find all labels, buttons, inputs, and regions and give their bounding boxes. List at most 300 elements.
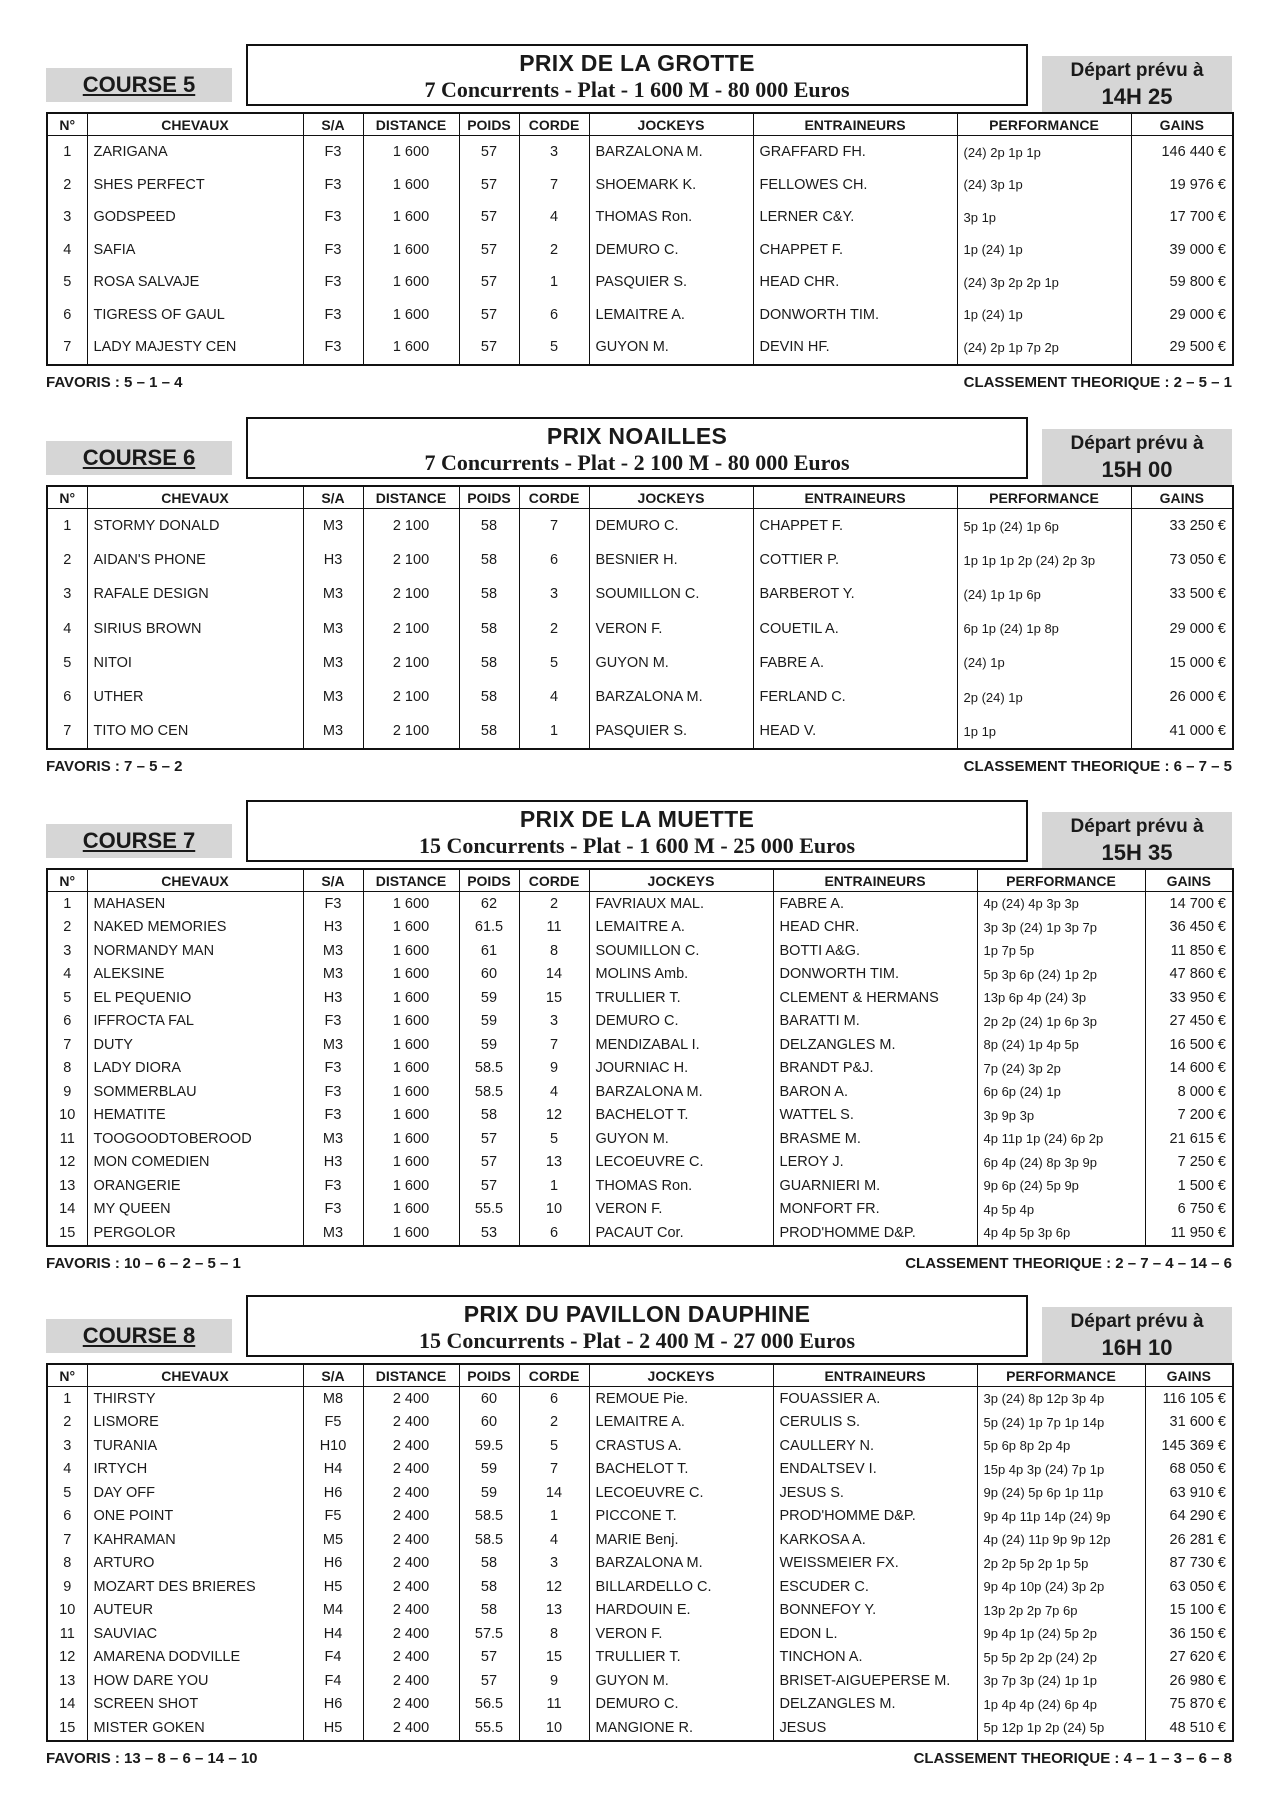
runner-number: 1 xyxy=(47,136,87,169)
weight: 58.5 xyxy=(459,1528,519,1552)
horse-name: LADY DIORA xyxy=(87,1057,303,1081)
trainer: WATTEL S. xyxy=(773,1104,977,1128)
runner-number: 2 xyxy=(47,916,87,940)
performance: 6p 1p (24) 1p 8p xyxy=(957,612,1131,646)
course-label: COURSE 8 xyxy=(46,1319,232,1353)
table-row xyxy=(47,1010,1233,1034)
draw: 5 xyxy=(519,646,589,680)
table-row xyxy=(47,1057,1233,1081)
horse-name: MY QUEEN xyxy=(87,1198,303,1222)
departure-label: Départ prévu à xyxy=(1070,60,1204,81)
course-5-section xyxy=(46,44,1232,398)
jockey: HARDOUIN E. xyxy=(589,1599,773,1623)
horse-name: LADY MAJESTY CEN xyxy=(87,331,303,365)
distance: 2 400 xyxy=(363,1646,459,1670)
sex-age: M8 xyxy=(303,1387,363,1411)
trainer: JESUS xyxy=(773,1716,977,1741)
runner-number: 3 xyxy=(47,939,87,963)
runners-table xyxy=(46,485,1234,750)
horse-name: TITO MO CEN xyxy=(87,714,303,749)
jockey: VERON F. xyxy=(589,612,753,646)
draw: 4 xyxy=(519,1528,589,1552)
performance: 13p 2p 2p 7p 6p xyxy=(977,1599,1145,1623)
earnings: 146 440 € xyxy=(1131,136,1233,169)
col-header: POIDS xyxy=(459,869,519,892)
weight: 60 xyxy=(459,1411,519,1435)
draw: 4 xyxy=(519,201,589,234)
table-header-row xyxy=(47,1364,1233,1387)
col-header: GAINS xyxy=(1145,1364,1233,1387)
weight: 59 xyxy=(459,1481,519,1505)
col-header: JOCKEYS xyxy=(589,113,753,136)
draw: 6 xyxy=(519,299,589,332)
col-header: N° xyxy=(47,869,87,892)
weight: 58.5 xyxy=(459,1080,519,1104)
table-header-row xyxy=(47,486,1233,509)
trainer: FELLOWES CH. xyxy=(753,169,957,202)
performance: 5p 6p 8p 2p 4p xyxy=(977,1434,1145,1458)
earnings: 87 730 € xyxy=(1145,1552,1233,1576)
table-row xyxy=(47,169,1233,202)
table-row xyxy=(47,266,1233,299)
trainer: LEROY J. xyxy=(773,1151,977,1175)
weight: 59 xyxy=(459,1458,519,1482)
draw: 3 xyxy=(519,136,589,169)
jockey: JOURNIAC H. xyxy=(589,1057,773,1081)
distance: 1 600 xyxy=(363,234,459,267)
runner-number: 13 xyxy=(47,1669,87,1693)
jockey: MANGIONE R. xyxy=(589,1716,773,1741)
performance: 2p 2p 5p 2p 1p 5p xyxy=(977,1552,1145,1576)
weight: 57 xyxy=(459,299,519,332)
draw: 11 xyxy=(519,916,589,940)
col-header: DISTANCE xyxy=(363,869,459,892)
earnings: 16 500 € xyxy=(1145,1033,1233,1057)
jockey: THOMAS Ron. xyxy=(589,1174,773,1198)
performance: 6p 6p (24) 1p xyxy=(977,1080,1145,1104)
weight: 57 xyxy=(459,234,519,267)
col-header: PERFORMANCE xyxy=(957,113,1131,136)
table-row xyxy=(47,1174,1233,1198)
table-header-row xyxy=(47,869,1233,892)
earnings: 14 700 € xyxy=(1145,892,1233,916)
horse-name: MISTER GOKEN xyxy=(87,1716,303,1741)
runner-number: 1 xyxy=(47,1387,87,1411)
table-row xyxy=(47,963,1233,987)
draw: 3 xyxy=(519,577,589,611)
distance: 2 400 xyxy=(363,1716,459,1741)
col-header: CHEVAUX xyxy=(87,113,303,136)
jockey: PASQUIER S. xyxy=(589,714,753,749)
weight: 57 xyxy=(459,201,519,234)
jockey: DEMURO C. xyxy=(589,509,753,544)
race-name: PRIX DE LA GROTTE xyxy=(519,50,755,76)
weight: 58 xyxy=(459,543,519,577)
draw: 5 xyxy=(519,1434,589,1458)
distance: 1 600 xyxy=(363,299,459,332)
distance: 1 600 xyxy=(363,1057,459,1081)
distance: 1 600 xyxy=(363,939,459,963)
jockey: DEMURO C. xyxy=(589,1693,773,1717)
performance: 5p 1p (24) 1p 6p xyxy=(957,509,1131,544)
trainer: BRASME M. xyxy=(773,1127,977,1151)
weight: 61.5 xyxy=(459,916,519,940)
runner-number: 6 xyxy=(47,1010,87,1034)
performance: (24) 1p xyxy=(957,646,1131,680)
performance: 1p 1p xyxy=(957,714,1131,749)
distance: 2 100 xyxy=(363,509,459,544)
trainer: KARKOSA A. xyxy=(773,1528,977,1552)
col-header: CORDE xyxy=(519,486,589,509)
horse-name: RAFALE DESIGN xyxy=(87,577,303,611)
col-header: ENTRAINEURS xyxy=(773,1364,977,1387)
table-row xyxy=(47,1481,1233,1505)
distance: 1 600 xyxy=(363,136,459,169)
sex-age: F3 xyxy=(303,1010,363,1034)
sex-age: H10 xyxy=(303,1434,363,1458)
draw: 2 xyxy=(519,234,589,267)
col-header: DISTANCE xyxy=(363,486,459,509)
col-header: N° xyxy=(47,486,87,509)
sex-age: F3 xyxy=(303,136,363,169)
horse-name: SAFIA xyxy=(87,234,303,267)
sex-age: F3 xyxy=(303,169,363,202)
col-header: GAINS xyxy=(1131,113,1233,136)
table-row xyxy=(47,892,1233,916)
col-header: PERFORMANCE xyxy=(977,1364,1145,1387)
classement-theorique: CLASSEMENT THEORIQUE : 2 – 7 – 4 – 14 – 6 xyxy=(905,1254,1232,1272)
race-title-box xyxy=(246,800,1028,862)
runners-table xyxy=(46,112,1234,366)
performance: 4p 11p 1p (24) 6p 2p xyxy=(977,1127,1145,1151)
weight: 58 xyxy=(459,612,519,646)
table-row xyxy=(47,1646,1233,1670)
performance: 3p 9p 3p xyxy=(977,1104,1145,1128)
race-subtitle: 7 Concurrents - Plat - 2 100 M - 80 000 Euros xyxy=(424,450,850,475)
draw: 2 xyxy=(519,1411,589,1435)
sex-age: H3 xyxy=(303,916,363,940)
performance: 9p 4p 10p (24) 3p 2p xyxy=(977,1575,1145,1599)
trainer: HEAD CHR. xyxy=(753,266,957,299)
runner-number: 9 xyxy=(47,1080,87,1104)
earnings: 29 000 € xyxy=(1131,612,1233,646)
horse-name: NAKED MEMORIES xyxy=(87,916,303,940)
horse-name: MOZART DES BRIERES xyxy=(87,1575,303,1599)
weight: 58 xyxy=(459,1575,519,1599)
jockey: DEMURO C. xyxy=(589,1010,773,1034)
course-7-section xyxy=(46,800,1232,1279)
table-row xyxy=(47,1552,1233,1576)
performance: (24) 2p 1p 1p xyxy=(957,136,1131,169)
sex-age: M3 xyxy=(303,1127,363,1151)
draw: 10 xyxy=(519,1716,589,1741)
runner-number: 6 xyxy=(47,1505,87,1529)
runner-number: 5 xyxy=(47,266,87,299)
draw: 1 xyxy=(519,714,589,749)
trainer: BRANDT P&J. xyxy=(773,1057,977,1081)
col-header: CORDE xyxy=(519,869,589,892)
trainer: DONWORTH TIM. xyxy=(773,963,977,987)
trainer: WEISSMEIER FX. xyxy=(773,1552,977,1576)
jockey: LEMAITRE A. xyxy=(589,299,753,332)
performance: 3p 7p 3p (24) 1p 1p xyxy=(977,1669,1145,1693)
earnings: 11 950 € xyxy=(1145,1221,1233,1246)
col-header: PERFORMANCE xyxy=(957,486,1131,509)
course-6-section xyxy=(46,417,1232,782)
jockey: GUYON M. xyxy=(589,331,753,365)
race-subtitle: 15 Concurrents - Plat - 2 400 M - 27 000 Euros xyxy=(418,1328,856,1353)
table-row xyxy=(47,1575,1233,1599)
horse-name: ZARIGANA xyxy=(87,136,303,169)
draw: 8 xyxy=(519,1622,589,1646)
draw: 5 xyxy=(519,331,589,365)
runner-number: 11 xyxy=(47,1127,87,1151)
performance: 2p (24) 1p xyxy=(957,680,1131,714)
table-row xyxy=(47,680,1233,714)
classement-theorique: CLASSEMENT THEORIQUE : 2 – 5 – 1 xyxy=(963,373,1232,391)
sex-age: M3 xyxy=(303,939,363,963)
col-header: S/A xyxy=(303,1364,363,1387)
table-row xyxy=(47,1693,1233,1717)
trainer: HEAD CHR. xyxy=(773,916,977,940)
trainer: CERULIS S. xyxy=(773,1411,977,1435)
table-row xyxy=(47,1716,1233,1741)
performance: 3p 1p xyxy=(957,201,1131,234)
draw: 4 xyxy=(519,1080,589,1104)
runner-number: 4 xyxy=(47,234,87,267)
distance: 1 600 xyxy=(363,201,459,234)
runner-number: 3 xyxy=(47,577,87,611)
sex-age: H5 xyxy=(303,1575,363,1599)
earnings: 19 976 € xyxy=(1131,169,1233,202)
sex-age: F3 xyxy=(303,1198,363,1222)
distance: 2 400 xyxy=(363,1669,459,1693)
trainer: FERLAND C. xyxy=(753,680,957,714)
sex-age: F3 xyxy=(303,892,363,916)
earnings: 26 000 € xyxy=(1131,680,1233,714)
sex-age: H3 xyxy=(303,986,363,1010)
col-header: JOCKEYS xyxy=(589,869,773,892)
favoris: FAVORIS : 5 – 1 – 4 xyxy=(46,373,183,391)
horse-name: EL PEQUENIO xyxy=(87,986,303,1010)
table-row xyxy=(47,543,1233,577)
table-row xyxy=(47,612,1233,646)
horse-name: AUTEUR xyxy=(87,1599,303,1623)
earnings: 17 700 € xyxy=(1131,201,1233,234)
performance: 1p (24) 1p xyxy=(957,299,1131,332)
col-header: DISTANCE xyxy=(363,113,459,136)
sex-age: M3 xyxy=(303,680,363,714)
performance: 9p 6p (24) 5p 9p xyxy=(977,1174,1145,1198)
trainer: CAULLERY N. xyxy=(773,1434,977,1458)
draw: 8 xyxy=(519,939,589,963)
jockey: TRULLIER T. xyxy=(589,1646,773,1670)
distance: 1 600 xyxy=(363,916,459,940)
distance: 2 400 xyxy=(363,1505,459,1529)
performance: 1p 7p 5p xyxy=(977,939,1145,963)
earnings: 48 510 € xyxy=(1145,1716,1233,1741)
jockey: PASQUIER S. xyxy=(589,266,753,299)
jockey: LEMAITRE A. xyxy=(589,1411,773,1435)
col-header: JOCKEYS xyxy=(589,486,753,509)
jockey: THOMAS Ron. xyxy=(589,201,753,234)
trainer: FABRE A. xyxy=(753,646,957,680)
trainer: GRAFFARD FH. xyxy=(753,136,957,169)
draw: 11 xyxy=(519,1693,589,1717)
sex-age: H3 xyxy=(303,1151,363,1175)
draw: 4 xyxy=(519,680,589,714)
runner-number: 5 xyxy=(47,1481,87,1505)
performance: 4p 4p 5p 3p 6p xyxy=(977,1221,1145,1246)
course-8-section xyxy=(46,1295,1232,1774)
horse-name: ORANGERIE xyxy=(87,1174,303,1198)
distance: 2 100 xyxy=(363,680,459,714)
departure-label: Départ prévu à xyxy=(1070,816,1204,837)
performance: 7p (24) 3p 2p xyxy=(977,1057,1145,1081)
table-row xyxy=(47,986,1233,1010)
col-header: S/A xyxy=(303,486,363,509)
distance: 1 600 xyxy=(363,266,459,299)
horse-name: MON COMEDIEN xyxy=(87,1151,303,1175)
runners-body xyxy=(47,509,1233,750)
jockey: MOLINS Amb. xyxy=(589,963,773,987)
distance: 2 400 xyxy=(363,1622,459,1646)
trainer: JESUS S. xyxy=(773,1481,977,1505)
draw: 7 xyxy=(519,509,589,544)
jockey: BACHELOT T. xyxy=(589,1104,773,1128)
draw: 12 xyxy=(519,1575,589,1599)
draw: 13 xyxy=(519,1151,589,1175)
trainer: PROD'HOMME D&P. xyxy=(773,1221,977,1246)
distance: 2 400 xyxy=(363,1387,459,1411)
performance: 4p 5p 4p xyxy=(977,1198,1145,1222)
col-header: S/A xyxy=(303,869,363,892)
col-header: POIDS xyxy=(459,1364,519,1387)
distance: 2 400 xyxy=(363,1575,459,1599)
runner-number: 3 xyxy=(47,201,87,234)
race-name: PRIX NOAILLES xyxy=(546,423,728,449)
weight: 62 xyxy=(459,892,519,916)
horse-name: IRTYCH xyxy=(87,1458,303,1482)
runner-number: 15 xyxy=(47,1716,87,1741)
trainer: BARBEROT Y. xyxy=(753,577,957,611)
table-row xyxy=(47,1127,1233,1151)
weight: 57 xyxy=(459,136,519,169)
weight: 58 xyxy=(459,1552,519,1576)
weight: 57 xyxy=(459,1669,519,1693)
race-subtitle: 15 Concurrents - Plat - 1 600 M - 25 000 Euros xyxy=(418,833,856,858)
course-label: COURSE 6 xyxy=(46,441,232,475)
jockey: TRULLIER T. xyxy=(589,986,773,1010)
distance: 1 600 xyxy=(363,892,459,916)
horse-name: LISMORE xyxy=(87,1411,303,1435)
draw: 15 xyxy=(519,986,589,1010)
sex-age: F5 xyxy=(303,1505,363,1529)
runner-number: 2 xyxy=(47,169,87,202)
weight: 58.5 xyxy=(459,1057,519,1081)
departure-box xyxy=(1042,429,1232,485)
runner-number: 4 xyxy=(47,1458,87,1482)
jockey: BESNIER H. xyxy=(589,543,753,577)
sex-age: F4 xyxy=(303,1646,363,1670)
col-header: CORDE xyxy=(519,113,589,136)
table-row xyxy=(47,509,1233,544)
course-label: COURSE 7 xyxy=(46,824,232,858)
trainer: BONNEFOY Y. xyxy=(773,1599,977,1623)
runners-body xyxy=(47,136,1233,365)
draw: 2 xyxy=(519,892,589,916)
trainer: BRISET-AIGUEPERSE M. xyxy=(773,1669,977,1693)
runner-number: 11 xyxy=(47,1622,87,1646)
col-header: GAINS xyxy=(1145,869,1233,892)
col-header: GAINS xyxy=(1131,486,1233,509)
sex-age: M3 xyxy=(303,1033,363,1057)
trainer: TINCHON A. xyxy=(773,1646,977,1670)
col-header: N° xyxy=(47,113,87,136)
earnings: 15 100 € xyxy=(1145,1599,1233,1623)
earnings: 21 615 € xyxy=(1145,1127,1233,1151)
sex-age: H3 xyxy=(303,543,363,577)
trainer: DEVIN HF. xyxy=(753,331,957,365)
draw: 14 xyxy=(519,1481,589,1505)
course-footer xyxy=(46,1750,1232,1774)
departure-box xyxy=(1042,812,1232,868)
weight: 56.5 xyxy=(459,1693,519,1717)
runner-number: 13 xyxy=(47,1174,87,1198)
runner-number: 7 xyxy=(47,1033,87,1057)
runners-body xyxy=(47,892,1233,1246)
horse-name: DAY OFF xyxy=(87,1481,303,1505)
weight: 59 xyxy=(459,986,519,1010)
jockey: BILLARDELLO C. xyxy=(589,1575,773,1599)
table-row xyxy=(47,1033,1233,1057)
horse-name: AMARENA DODVILLE xyxy=(87,1646,303,1670)
table-row xyxy=(47,1528,1233,1552)
weight: 55.5 xyxy=(459,1716,519,1741)
jockey: GUYON M. xyxy=(589,1127,773,1151)
draw: 7 xyxy=(519,1033,589,1057)
runner-number: 15 xyxy=(47,1221,87,1246)
jockey: VERON F. xyxy=(589,1198,773,1222)
horse-name: IFFROCTA FAL xyxy=(87,1010,303,1034)
draw: 6 xyxy=(519,1221,589,1246)
sex-age: M3 xyxy=(303,646,363,680)
col-header: ENTRAINEURS xyxy=(753,113,957,136)
weight: 53 xyxy=(459,1221,519,1246)
distance: 2 100 xyxy=(363,543,459,577)
jockey: CRASTUS A. xyxy=(589,1434,773,1458)
table-row xyxy=(47,299,1233,332)
sex-age: M4 xyxy=(303,1599,363,1623)
jockey: REMOUE Pie. xyxy=(589,1387,773,1411)
sex-age: H6 xyxy=(303,1481,363,1505)
sex-age: H4 xyxy=(303,1622,363,1646)
col-header: CHEVAUX xyxy=(87,486,303,509)
distance: 1 600 xyxy=(363,1151,459,1175)
draw: 10 xyxy=(519,1198,589,1222)
jockey: MENDIZABAL I. xyxy=(589,1033,773,1057)
earnings: 47 860 € xyxy=(1145,963,1233,987)
trainer: FABRE A. xyxy=(773,892,977,916)
weight: 57.5 xyxy=(459,1622,519,1646)
draw: 5 xyxy=(519,1127,589,1151)
weight: 60 xyxy=(459,963,519,987)
earnings: 15 000 € xyxy=(1131,646,1233,680)
horse-name: ARTURO xyxy=(87,1552,303,1576)
draw: 7 xyxy=(519,169,589,202)
sex-age: F3 xyxy=(303,299,363,332)
table-row xyxy=(47,1434,1233,1458)
